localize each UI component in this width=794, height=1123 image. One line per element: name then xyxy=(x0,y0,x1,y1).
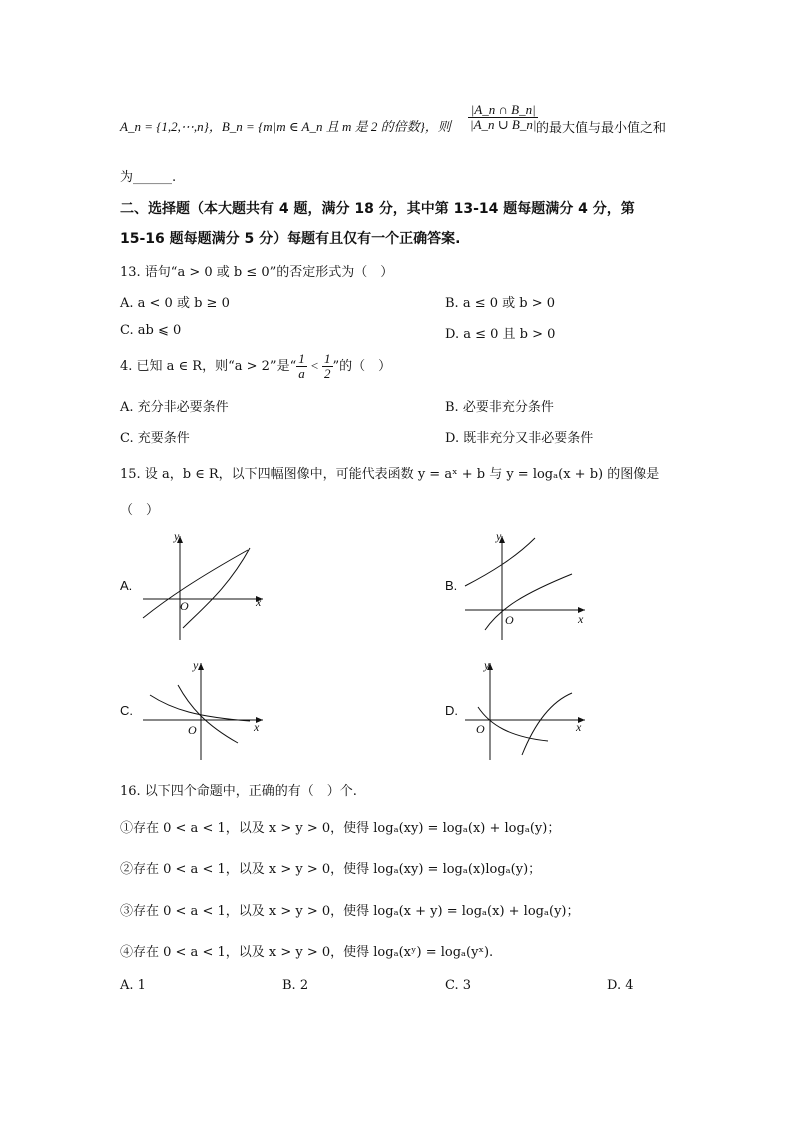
q14-stem-pre: 4. 已知 a ∈ R，则“a > 2”是“ xyxy=(120,359,297,374)
y-label: y xyxy=(193,658,199,672)
q16-item-1: ①存在 0 < a < 1，以及 x > y > 0，使得 logₐ(xy) = logₐ(x) + logₐ(y)； xyxy=(120,821,561,836)
q16-item-2: ②存在 0 < a < 1，以及 x > y > 0，使得 logₐ(xy) = logₐ(x)logₐ(y)； xyxy=(120,862,542,877)
curve-exp xyxy=(465,538,535,586)
curve-log xyxy=(178,685,238,743)
q12-sets-text: A_n = {1,2,⋯,n}，B_n = {m|m ∈ A_n 且 m 是 2 的倍数}，则 xyxy=(120,119,451,134)
q16-stem: 16. 以下四个命题中，正确的有（ ）个. xyxy=(120,784,357,799)
q13-option-b: B. a ≤ 0 或 b > 0 xyxy=(445,296,556,311)
q16-item-3: ③存在 0 < a < 1，以及 x > y > 0，使得 logₐ(x + y) = logₐ(x) + logₐ(y)； xyxy=(120,904,580,919)
q14-stem: 4. 已知 a ∈ R，则“a > 2”是“ $\frac{1}{a}$ < $\frac{1}{2}$ ”的（ ） xyxy=(120,351,392,381)
section2-heading-line2: 15-16 题每题满分 5 分）每题有且仅有一个正确答案. xyxy=(120,231,461,247)
q13-option-c: C. ab ⩽ 0 xyxy=(120,323,182,338)
q16-option-d: D. 4 xyxy=(607,978,634,993)
q14-fraction-1: $\frac{1}{a}$ xyxy=(298,351,305,381)
q12-frac-denominator: |A_n ∪ B_n| xyxy=(470,117,537,132)
q15-stem: 15. 设 a，b ∈ R，以下四幅图像中，可能代表函数 y = aˣ + b 与 y = logₐ(x + b) 的图像是 xyxy=(120,467,660,482)
y-label: y xyxy=(484,658,490,672)
y-label: y xyxy=(496,529,502,543)
q16-item-4: ④存在 0 < a < 1，以及 x > y > 0，使得 logₐ(xʸ) = logₐ(yˣ). xyxy=(120,945,494,960)
x-label: x xyxy=(254,720,260,734)
curve-log xyxy=(485,574,572,630)
origin-label: O xyxy=(188,723,197,737)
x-label: x xyxy=(256,595,262,609)
q13-option-a: A. a < 0 或 b ≥ 0 xyxy=(120,296,230,311)
section2-heading-line1: 二、选择题（本大题共有 4 题，满分 18 分，其中第 13-14 题每题满分 4 分，第 xyxy=(120,201,635,217)
curve-exp xyxy=(143,550,248,618)
q15-graph-b xyxy=(460,528,600,643)
q14-fraction-2: $\frac{1}{2}$ xyxy=(324,351,331,381)
q15-graph-c-label: C. xyxy=(120,703,133,718)
q12-after-frac: 的最大值与最小值之和 xyxy=(536,121,667,136)
q16-option-a: A. 1 xyxy=(120,978,146,993)
y-axis-arrow xyxy=(198,663,204,670)
curve-exp xyxy=(150,695,250,721)
q14-option-a: A. 充分非必要条件 xyxy=(120,400,229,415)
q12-fraction xyxy=(468,103,538,132)
q14-stem-post: ”的（ ） xyxy=(332,359,392,374)
q15-graph-c xyxy=(138,655,278,765)
q15-graph-a-label: A. xyxy=(120,578,133,593)
y-label: y xyxy=(174,529,180,543)
q13-option-d: D. a ≤ 0 且 b > 0 xyxy=(445,327,556,342)
q14-option-c: C. 充要条件 xyxy=(120,431,190,446)
q15-graph-d xyxy=(460,655,600,765)
q14-option-d: D. 既非充分又非必要条件 xyxy=(445,431,594,446)
x-label: x xyxy=(576,720,582,734)
curve-log xyxy=(183,548,250,628)
x-label: x xyxy=(578,612,584,626)
q15-stem-bracket: （ ） xyxy=(120,503,160,518)
q16-option-c: C. 3 xyxy=(445,978,472,993)
q15-graph-d-label: D. xyxy=(445,703,458,718)
q13-stem: 13. 语句“a > 0 或 b ≤ 0”的否定形式为（ ） xyxy=(120,265,394,280)
q12-sets xyxy=(120,116,451,135)
curve-log xyxy=(522,693,572,755)
origin-label: O xyxy=(180,599,189,613)
q12-line2: 为______. xyxy=(120,170,177,185)
q16-option-b: B. 2 xyxy=(282,978,309,993)
q15-graph-a xyxy=(138,528,278,643)
origin-label: O xyxy=(476,722,485,736)
q15-graph-b-label: B. xyxy=(445,578,458,593)
q12-frac-numerator: |A_n ∩ B_n| xyxy=(468,103,538,118)
q14-option-b: B. 必要非充分条件 xyxy=(445,400,554,415)
origin-label: O xyxy=(505,613,514,627)
